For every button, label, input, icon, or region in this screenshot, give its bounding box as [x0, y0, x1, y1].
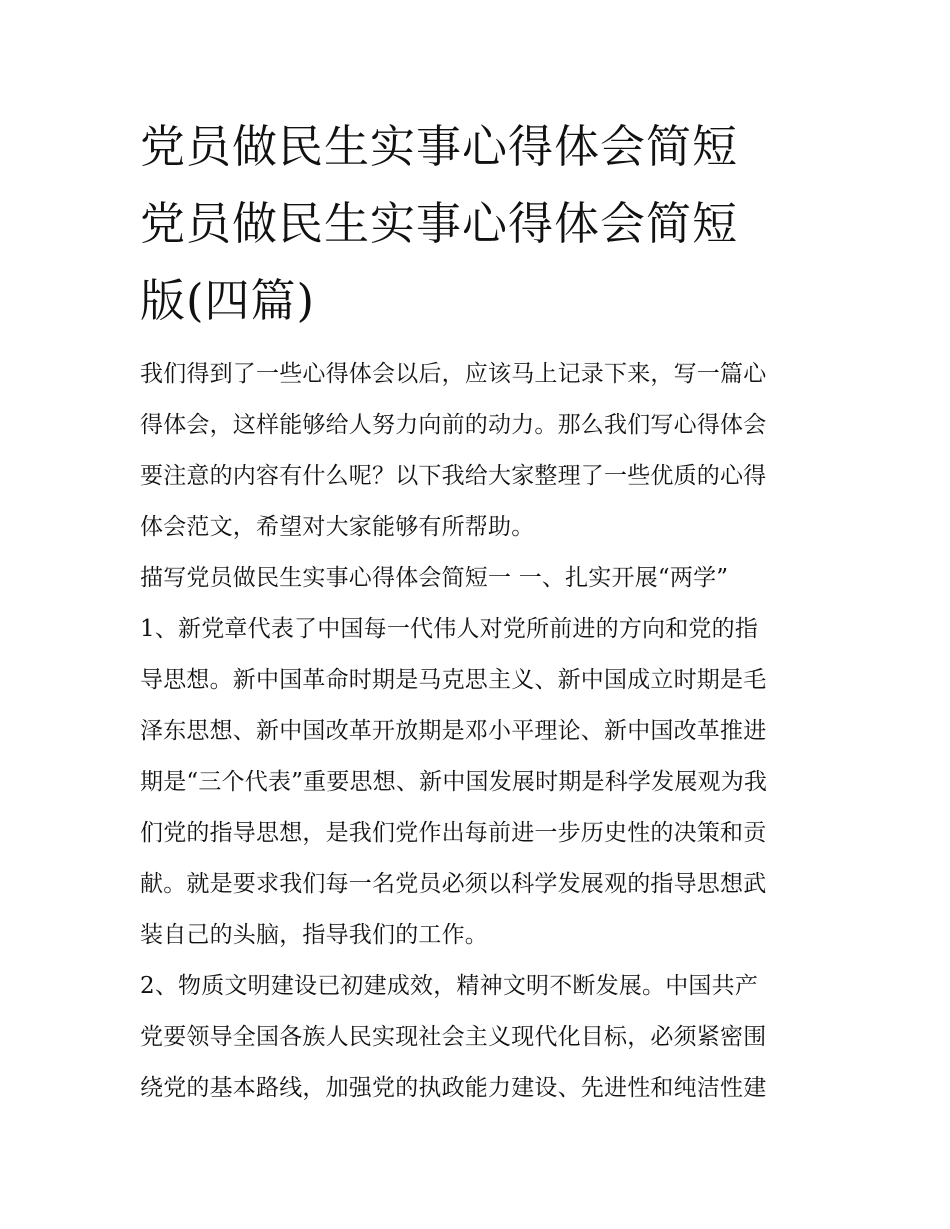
- section-heading-line: 描写党员做民生实事心得体会简短一 一、扎实开展“两学”: [140, 565, 729, 591]
- title-line-3: 版(四篇): [140, 274, 316, 327]
- intro-line-2: 得体会，这样能够给人努力向前的动力。那么我们写心得体会: [140, 412, 767, 438]
- item-1-line-7: 装自己的头脑，指导我们的工作。: [140, 922, 488, 948]
- title-line-1: 党员做民生实事心得体会简短: [140, 120, 739, 173]
- item-1-line-6: 献。就是要求我们每一名党员必须以科学发展观的指导思想武: [140, 871, 767, 897]
- item-1-line-1: 1、新党章代表了中国每一代伟人对党所前进的方向和党的指: [140, 616, 759, 642]
- section-heading: [140, 553, 812, 604]
- intro-line-3: 要注意的内容有什么呢？以下我给大家整理了一些优质的心得: [140, 463, 767, 489]
- intro-line-4: 体会范文，希望对大家能够有所帮助。: [140, 514, 535, 540]
- item-1-line-3: 泽东思想、新中国改革开放期是邓小平理论、新中国改革推进: [140, 718, 767, 744]
- item-1-line-5: 们党的指导思想，是我们党作出每前进一步历史性的决策和贡: [140, 820, 767, 846]
- title-line-2: 党员做民生实事心得体会简短: [140, 197, 739, 250]
- intro-line-1: 我们得到了一些心得体会以后，应该马上记录下来，写一篇心: [140, 361, 767, 387]
- item-2-paragraph: [140, 961, 812, 1114]
- item-1-paragraph: [140, 604, 812, 961]
- item-2-line-3: 绕党的基本路线，加强党的执政能力建设、先进性和纯洁性建: [140, 1075, 767, 1101]
- item-1-line-2: 导思想。新中国革命时期是马克思主义、新中国成立时期是毛: [140, 667, 767, 693]
- intro-paragraph: [140, 349, 812, 553]
- item-2-line-1: 2、物质文明建设已初建成效，精神文明不断发展。中国共产: [140, 973, 759, 999]
- document-page: [140, 108, 812, 1114]
- document-title: [140, 108, 812, 339]
- item-2-line-2: 党要领导全国各族人民实现社会主义现代化目标，必须紧密围: [140, 1024, 767, 1050]
- item-1-line-4: 期是“三个代表”重要思想、新中国发展时期是科学发展观为我: [140, 769, 768, 795]
